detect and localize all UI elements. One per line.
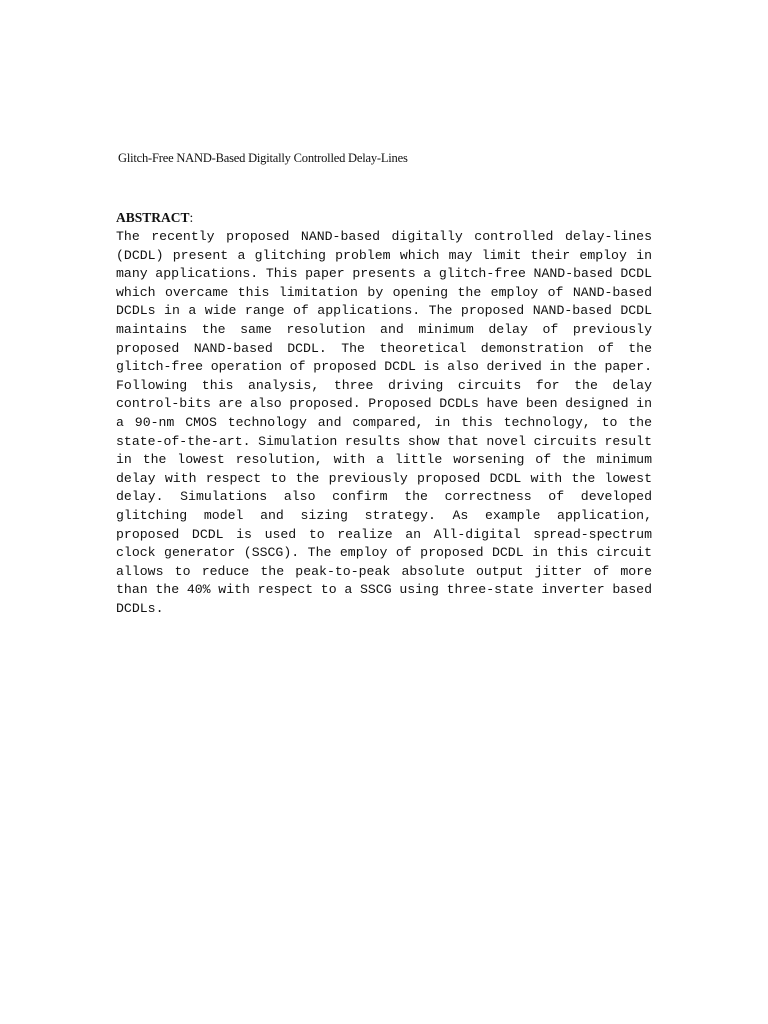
- abstract-colon: :: [189, 210, 194, 225]
- abstract-body: The recently proposed NAND-based digitally controlled delay-lines (DCDL) present a glitching problem which may limit their employ in many applications. This paper presents a glitch-free NAND-based DCDL which overcame this limitation by opening the employ of NAND-based DCDLs in a wide range of applications. The proposed NAND-based DCDL maintains the same resolution and minimum delay of previously proposed NAND-based DCDL. The theoretical demonstration of the glitch-free operation of proposed DCDL is also derived in the paper. Following this analysis, three driving circuits for the delay control-bits are also proposed. Proposed DCDLs have been designed in a 90-nm CMOS technology and compared, in this technology, to the state-of-the-art. Simulation results show that novel circuits result in the lowest resolution, with a little worsening of the minimum delay with respect to the previously proposed DCDL with the lowest delay. Simulations also confirm the correctness of developed glitching model and sizing strategy. As example application, proposed DCDL is used to realize an All-digital spread-spectrum clock generator (SSCG). The employ of proposed DCDL in this circuit allows to reduce the peak-to-peak absolute output jitter of more than the 40% with respect to a SSCG using three-state inverter based DCDLs.: [116, 229, 652, 616]
- abstract-section: [116, 208, 652, 618]
- abstract-heading: [116, 208, 652, 228]
- abstract-label: ABSTRACT: [116, 210, 190, 225]
- document-title: Glitch-Free NAND-Based Digitally Controlled Delay-Lines: [118, 151, 408, 165]
